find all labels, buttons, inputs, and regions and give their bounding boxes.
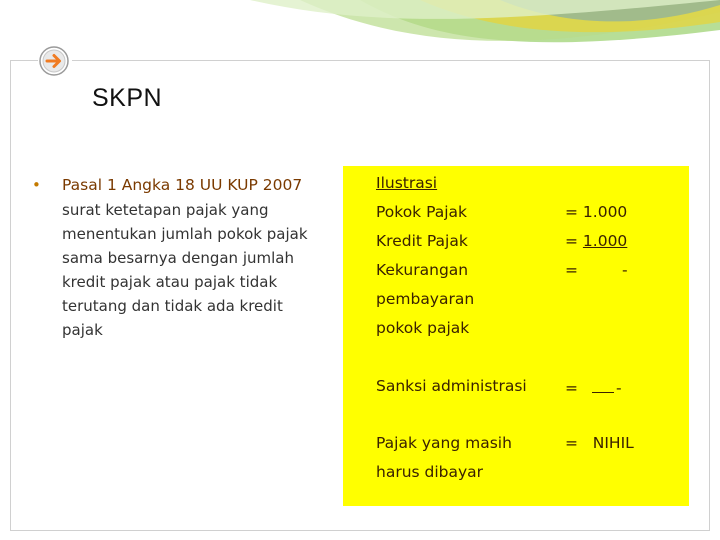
kekurangan-label-line2: pembayaran xyxy=(376,290,475,308)
arrow-right-circle-icon[interactable] xyxy=(38,45,70,77)
kredit-pajak-value: = 1.000 xyxy=(565,232,628,250)
illustration-box xyxy=(343,166,689,506)
bullet-marker: • xyxy=(32,176,41,194)
illustration-title: Ilustrasi xyxy=(376,174,438,192)
pokok-pajak-label: Pokok Pajak xyxy=(376,203,468,221)
bullet-body: surat ketetapan pajak yang menentukan jumlah pokok pajak sama besarnya dengan jumlah kredit pajak atau pajak tidak terutang dan tidak ada kredit pajak xyxy=(62,201,308,339)
blank-underline xyxy=(592,377,614,393)
pajak-masih-label-line2: harus dibayar xyxy=(376,463,484,481)
frame-edge xyxy=(10,60,38,61)
kredit-pajak-label: Kredit Pajak xyxy=(376,232,468,250)
pokok-pajak-value: = 1.000 xyxy=(565,203,628,221)
decorative-ribbon xyxy=(0,0,720,60)
frame-edge xyxy=(72,60,709,61)
sanksi-value: = - xyxy=(565,379,622,397)
kekurangan-value: = - xyxy=(565,261,628,279)
kekurangan-label-line1: Kekurangan xyxy=(376,261,469,279)
page-title: SKPN xyxy=(92,84,163,112)
pajak-masih-value: = NIHIL xyxy=(565,434,634,452)
pajak-masih-label-line1: Pajak yang masih xyxy=(376,434,512,452)
definition-bullet xyxy=(30,172,330,342)
bullet-heading-text: Pasal 1 Angka 18 UU KUP 2007 xyxy=(62,176,303,194)
sanksi-label: Sanksi administrasi xyxy=(376,377,527,395)
bullet-heading xyxy=(30,172,330,198)
kekurangan-label-line3: pokok pajak xyxy=(376,319,470,337)
